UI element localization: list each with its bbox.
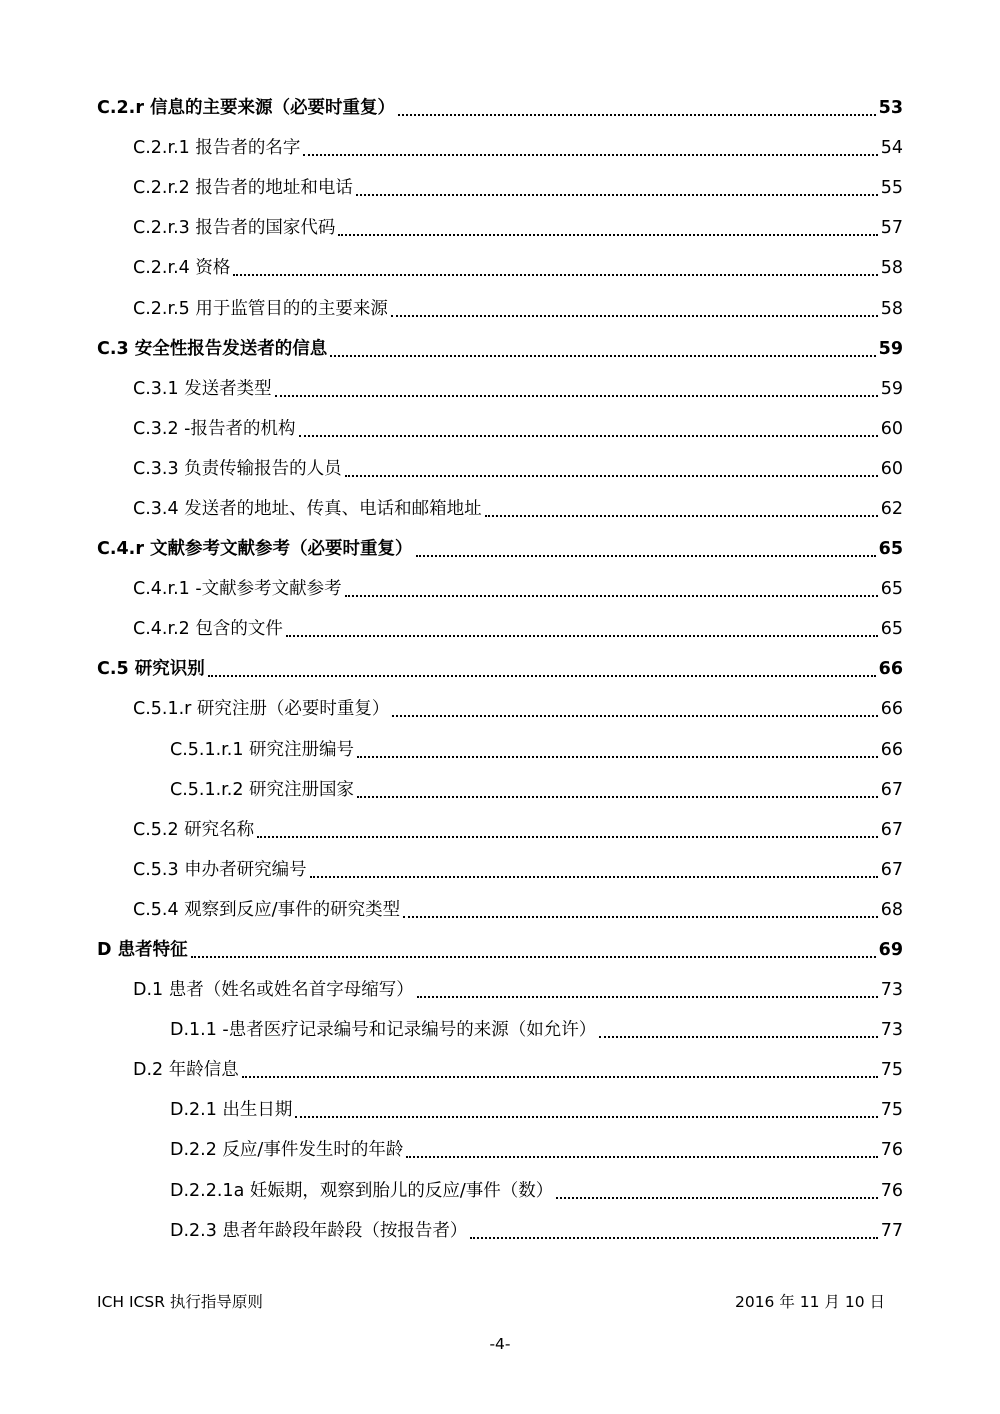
toc-entry-label: C.5 研究识别 [97,659,205,680]
toc-entry-label: D.2.3 患者年龄段年龄段（按报告者） [170,1220,468,1241]
toc-entry-page-number: 75 [880,1060,903,1081]
toc-entry-label: D.2 年龄信息 [133,1060,239,1081]
dot-leader [299,435,878,437]
toc-entry-page-number: 58 [880,258,903,279]
dot-leader [242,1076,878,1078]
toc-entry-page-number: 58 [880,298,903,319]
toc-entry[interactable] [0,1130,1000,1170]
toc-entry[interactable] [0,970,1000,1010]
toc-entry-page-number: 66 [880,699,903,720]
dot-leader [233,274,877,276]
toc-entry[interactable] [0,810,1000,850]
toc-entry[interactable] [0,369,1000,409]
toc-entry-page-number: 67 [880,819,903,840]
toc-entry-label: C.2.r.5 用于监管目的的主要来源 [133,298,388,319]
dot-leader [275,395,878,397]
dot-leader [485,515,878,517]
toc-entry-page-number: 54 [880,138,903,159]
toc-entry-label: C.2.r.1 报告者的名字 [133,138,301,159]
toc-entry[interactable] [0,329,1000,369]
toc-entry-label: C.2.r.3 报告者的国家代码 [133,218,336,239]
dot-leader [208,675,876,677]
dot-leader [303,154,877,156]
dot-leader [417,996,878,998]
dot-leader [416,555,876,557]
toc-entry-page-number: 76 [880,1180,903,1201]
toc-entry[interactable] [0,609,1000,649]
dot-leader [338,234,877,236]
toc-entry-label: C.3.4 发送者的地址、传真、电话和邮箱地址 [133,498,482,519]
dot-leader [357,796,878,798]
toc-entry-label: C.4.r 文献参考文献参考（必要时重复） [97,539,413,560]
toc-entry-page-number: 67 [880,859,903,880]
footer-document-title: ICH ICSR 执行指导原则 [97,1293,263,1311]
toc-entry-label: C.5.1.r.2 研究注册国家 [170,779,355,800]
dot-leader [345,595,878,597]
dot-leader [357,756,878,758]
dot-leader [330,355,875,357]
toc-entry[interactable] [0,649,1000,689]
toc-entry[interactable] [0,1171,1000,1211]
toc-entry-page-number: 73 [880,980,903,1001]
toc-entry-page-number: 59 [878,338,903,359]
dot-leader [345,475,878,477]
toc-entry-label: C.2.r.4 资格 [133,258,231,279]
dot-leader [392,715,877,717]
toc-entry-label: D.1.1 -患者医疗记录编号和记录编号的来源（如允许） [170,1020,597,1041]
toc-entry[interactable] [0,409,1000,449]
toc-entry-label: C.3.3 负责传输报告的人员 [133,458,342,479]
toc-entry-label: C.2.r 信息的主要来源（必要时重复） [97,98,396,119]
footer-date: 2016 年 11 月 10 日 [734,1293,885,1311]
toc-entry[interactable] [0,770,1000,810]
toc-entry-page-number: 76 [880,1140,903,1161]
toc-entry-label: D.1 患者（姓名或姓名首字母缩写） [133,980,414,1001]
toc-entry[interactable] [0,208,1000,248]
toc-entry[interactable] [0,248,1000,288]
toc-entry-label: C.3 安全性报告发送者的信息 [97,338,328,359]
toc-entry[interactable] [0,88,1000,128]
toc-entry-page-number: 77 [880,1220,903,1241]
dot-leader [406,1156,877,1158]
toc-entry[interactable] [0,890,1000,930]
toc-entry-page-number: 73 [880,1020,903,1041]
toc-entry[interactable] [0,489,1000,529]
toc-entry-page-number: 68 [880,899,903,920]
toc-entry[interactable] [0,730,1000,770]
dot-leader [257,836,878,838]
dot-leader [310,876,878,878]
toc-entry[interactable] [0,128,1000,168]
toc-entry-page-number: 65 [878,539,903,560]
toc-entry-label: C.5.4 观察到反应/事件的研究类型 [133,899,401,920]
toc-entry-page-number: 53 [878,98,903,119]
toc-entry[interactable] [0,1090,1000,1130]
toc-entry[interactable] [0,689,1000,729]
toc-entry-page-number: 65 [880,619,903,640]
toc-entry-page-number: 60 [880,418,903,439]
toc-entry-label: C.2.r.2 报告者的地址和电话 [133,178,353,199]
dot-leader [356,194,878,196]
toc-entry[interactable] [0,288,1000,328]
toc-entry-label: C.5.2 研究名称 [133,819,255,840]
toc-entry[interactable] [0,850,1000,890]
toc-entry-page-number: 57 [880,218,903,239]
dot-leader [470,1237,877,1239]
toc-entry-label: C.5.3 申办者研究编号 [133,859,307,880]
toc-entry[interactable] [0,529,1000,569]
table-of-contents [0,88,1000,1251]
toc-entry[interactable] [0,1010,1000,1050]
dot-leader [295,1116,877,1118]
toc-entry-page-number: 62 [880,498,903,519]
toc-entry[interactable] [0,569,1000,609]
toc-entry-page-number: 60 [880,458,903,479]
dot-leader [556,1197,877,1199]
toc-entry[interactable] [0,1211,1000,1251]
toc-entry-page-number: 59 [880,378,903,399]
dot-leader [191,956,876,958]
toc-entry-label: D.2.2.1a 妊娠期，观察到胎儿的反应/事件（数） [170,1180,554,1201]
page-number: -4- [489,1335,511,1353]
toc-entry[interactable] [0,930,1000,970]
toc-entry-page-number: 66 [878,659,903,680]
dot-leader [286,635,878,637]
toc-entry-page-number: 67 [880,779,903,800]
dot-leader [398,114,876,116]
footer [97,1290,885,1312]
toc-entry-page-number: 55 [880,178,903,199]
toc-entry[interactable] [0,1050,1000,1090]
toc-entry-label: C.3.1 发送者类型 [133,378,272,399]
toc-entry-page-number: 66 [880,739,903,760]
toc-entry-label: D 患者特征 [97,940,188,961]
toc-entry-label: D.2.2 反应/事件发生时的年龄 [170,1140,404,1161]
toc-entry-page-number: 75 [880,1100,903,1121]
toc-entry[interactable] [0,449,1000,489]
toc-entry-label: C.4.r.2 包含的文件 [133,619,283,640]
toc-entry-label: C.3.2 -报告者的机构 [133,418,296,439]
dot-leader [403,916,878,918]
toc-entry-page-number: 69 [878,940,903,961]
dot-leader [599,1036,877,1038]
toc-entry-label: C.4.r.1 -文献参考文献参考 [133,579,342,600]
toc-entry-label: C.5.1.r 研究注册（必要时重复） [133,699,390,720]
toc-entry-label: C.5.1.r.1 研究注册编号 [170,739,355,760]
toc-entry-page-number: 65 [880,579,903,600]
toc-entry[interactable] [0,168,1000,208]
dot-leader [391,315,878,317]
toc-entry-label: D.2.1 出生日期 [170,1100,293,1121]
